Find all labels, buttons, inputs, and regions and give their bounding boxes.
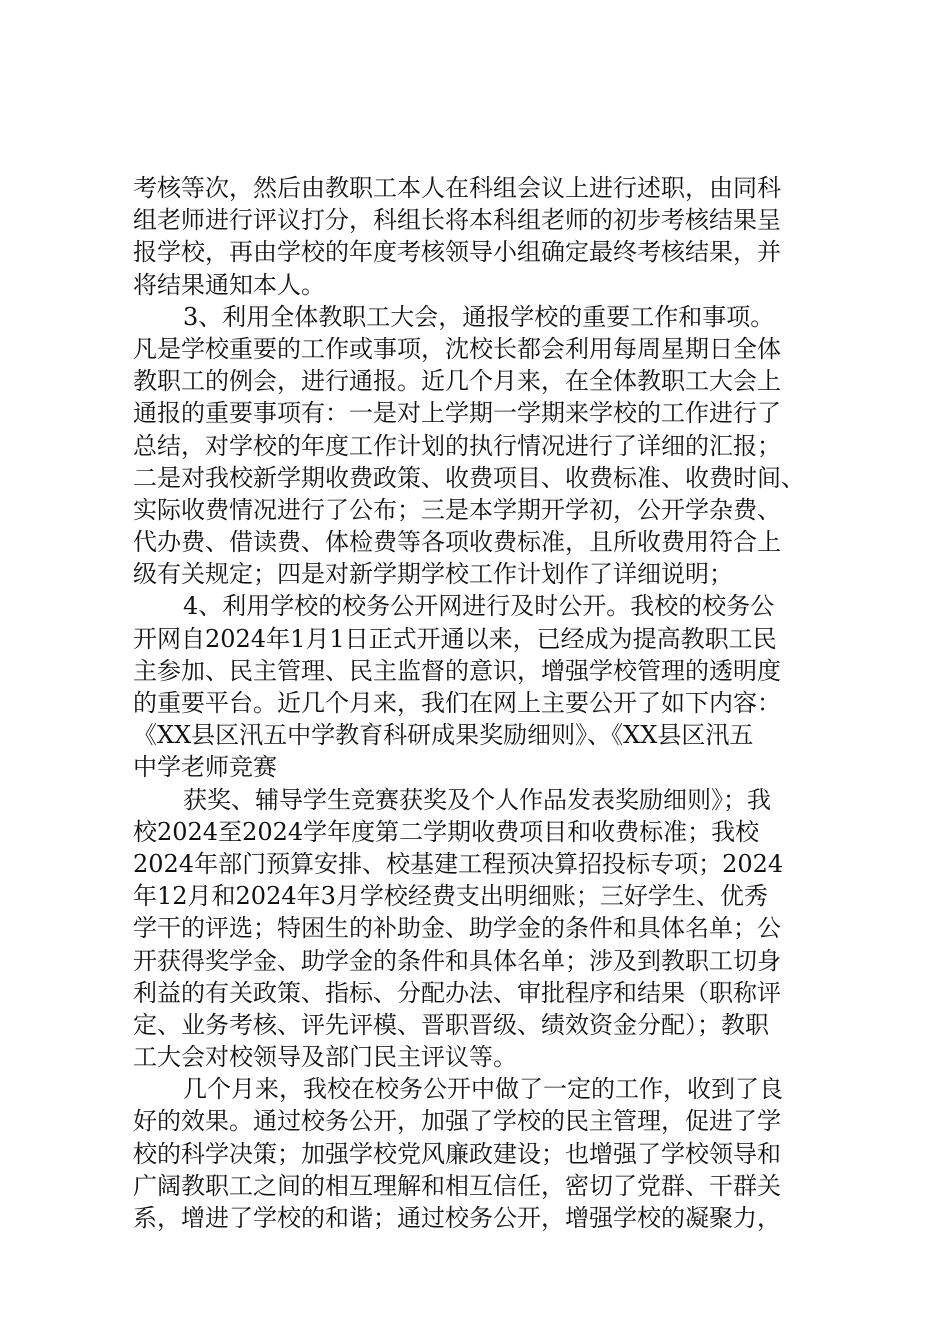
text-line: 《XX县区汛五中学教育科研成果奖励细则》、《XX县区汛五 — [133, 721, 754, 750]
text-line: 实际收费情况进行了公布；三是本学期开学初，公开学杂费、 — [133, 495, 781, 524]
text-line: 广阔教职工之间的相互理解和相互信任，密切了党群、干群关 — [133, 1171, 781, 1200]
text-line: 3、利用全体教职工大会，通报学校的重要工作和事项。 — [183, 302, 775, 331]
text-line: 开网自2024年1月1日正式开通以来，已经成为提高教职工民 — [133, 624, 777, 653]
text-line: 二是对我校新学期收费政策、收费项目、收费标准、收费时间、 — [133, 463, 805, 492]
text-line: 利益的有关政策、指标、分配办法、审批程序和结果（职称评 — [133, 978, 781, 1007]
text-line: 定、业务考核、评先评模、晋职晋级、绩效资金分配）；教职 — [133, 1010, 769, 1039]
text-line: 的重要平台。近几个月来，我们在网上主要公开了如下内容： — [133, 689, 781, 717]
text-line: 好的效果。通过校务公开，加强了学校的民主管理，促进了学 — [133, 1107, 781, 1136]
text-line: 年12月和2024年3月学校经费支出明细账；三好学生、优秀 — [133, 882, 768, 911]
text-line: 通报的重要事项有：一是对上学期一学期来学校的工作进行了 — [133, 399, 781, 428]
text-line: 几个月来，我校在校务公开中做了一定的工作，收到了良 — [183, 1075, 783, 1104]
text-line: 代办费、借读费、体检费等各项收费标准，且所收费用符合上 — [133, 528, 781, 557]
text-line: 工大会对校领导及部门民主评议等。 — [133, 1043, 517, 1072]
text-line: 获奖、辅导学生竞赛获奖及个人作品发表奖励细则》；我 — [183, 785, 771, 814]
body-text — [133, 172, 833, 1234]
text-line: 系，增进了学校的和谐；通过校务公开，增强学校的凝聚力， — [133, 1204, 781, 1232]
text-line: 学干的评选；特困生的补助金、助学金的条件和具体名单；公 — [133, 914, 781, 943]
text-line: 中学老师竞赛 — [133, 753, 277, 782]
text-line: 将结果通知本人。 — [133, 270, 325, 299]
text-line: 校的科学决策；加强学校党风廉政建设；也增强了学校领导和 — [133, 1139, 781, 1168]
text-line: 4、利用学校的校务公开网进行及时公开。我校的校务公 — [183, 592, 775, 621]
text-line: 凡是学校重要的工作或事项，沈校长都会利用每周星期日全体 — [133, 334, 781, 363]
text-line: 主参加、民主管理、民主监督的意识，增强学校管理的透明度 — [133, 656, 781, 685]
text-line: 教职工的例会，进行通报。近几个月来，在全体教职工大会上 — [133, 367, 781, 396]
text-line: 校2024至2024学年度第二学期收费项目和收费标准；我校 — [133, 817, 760, 846]
text-line: 组老师进行评议打分，科组长将本科组老师的初步考核结果呈 — [133, 206, 781, 235]
text-line: 报学校，再由学校的年度考核领导小组确定最终考核结果，并 — [133, 238, 781, 267]
text-line: 2024年部门预算安排、校基建工程预决算招投标专项；2024 — [133, 849, 784, 878]
text-line: 级有关规定；四是对新学期学校工作计划作了详细说明； — [133, 560, 733, 589]
text-line: 总结，对学校的年度工作计划的执行情况进行了详细的汇报； — [133, 431, 781, 460]
text-line: 开获得奖学金、助学金的条件和具体名单；涉及到教职工切身 — [133, 946, 781, 975]
text-line: 考核等次，然后由教职工本人在科组会议上进行述职，由同科 — [133, 174, 781, 202]
